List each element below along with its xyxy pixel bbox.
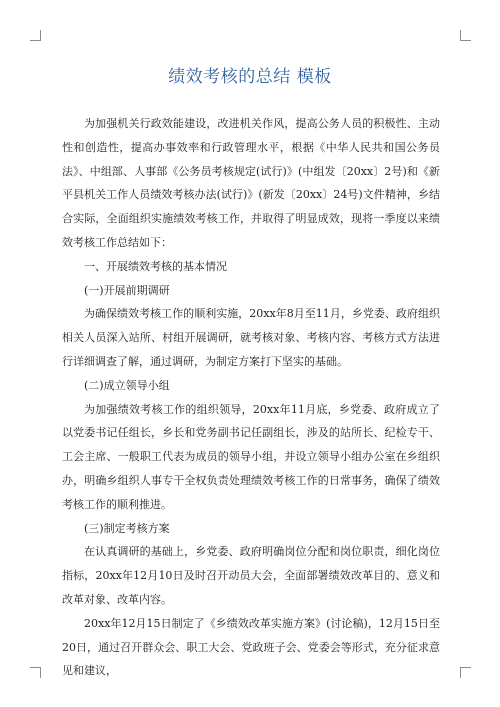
body-paragraph: 在认真调研的基础上，乡党委、政府明确岗位分配和岗位职责，细化岗位指标，20xx年12月10日及时召开动员大会，全面部署绩效改革目的、意义和改革对象、改革内容。 [62, 545, 440, 606]
subsection-heading: (一)开展前期调研 [84, 283, 170, 297]
section-heading: 一、开展绩效考核的基本情况 [84, 259, 227, 273]
crop-mark-top-right [460, 30, 471, 41]
document-body [62, 112, 440, 683]
subsection-heading: (二)成立领导小组 [84, 378, 170, 392]
subsection-heading: (三)制定考核方案 [84, 521, 170, 535]
crop-mark-top-left [30, 30, 41, 41]
body-paragraph: 20xx年12月15日制定了《乡绩效改革实施方案》(讨论稿)，12月15日至20日，通过召开群众会、职工大会、党政班子会、党委会等形式，充分征求意见和建议， [62, 616, 440, 678]
body-paragraph: 为确保绩效考核工作的顺利实施，20xx年8月至11月，乡党委、政府组织相关人员深入站所、村组开展调研，就考核对象、考核内容、考核方式方法进行详细调查了解，通过调研，为制定方案打下坚实的基础。 [62, 307, 440, 368]
crop-mark-bottom-left [30, 667, 41, 678]
page-title: 绩效考核的总结 模板 [168, 67, 332, 87]
crop-mark-bottom-right [460, 667, 471, 678]
body-paragraph: 为加强绩效考核工作的组织领导，20xx年11月底，乡党委、政府成立了以党委书记任组长，乡长和党务副书记任副组长，涉及的站所长、纪检专干、工会主席、一般职工代表为成员的领导小组，并设立领导小组办公室在乡组织办，明确乡组织人事专干全权负责处理绩效考核工作的日常事务，确保了绩效考核工作的顺利推进。 [62, 402, 440, 511]
intro-paragraph: 为加强机关行政效能建设，改进机关作风，提高公务人员的积极性、主动性和创造性，提高办事效率和行政管理水平，根据《中华人民共和国公务员法》、中组部、人事部《公务员考核规定(试行)》(中组发〔20xx〕2号)和《新平县机关工作人员绩效考核办法(试行)》(新发〔20xx〕24号)文件精神，乡结合实际，全面组织实施绩效考核工作，并取得了明显成效，现将一季度以来绩效考核工作总结如下： [62, 117, 440, 249]
